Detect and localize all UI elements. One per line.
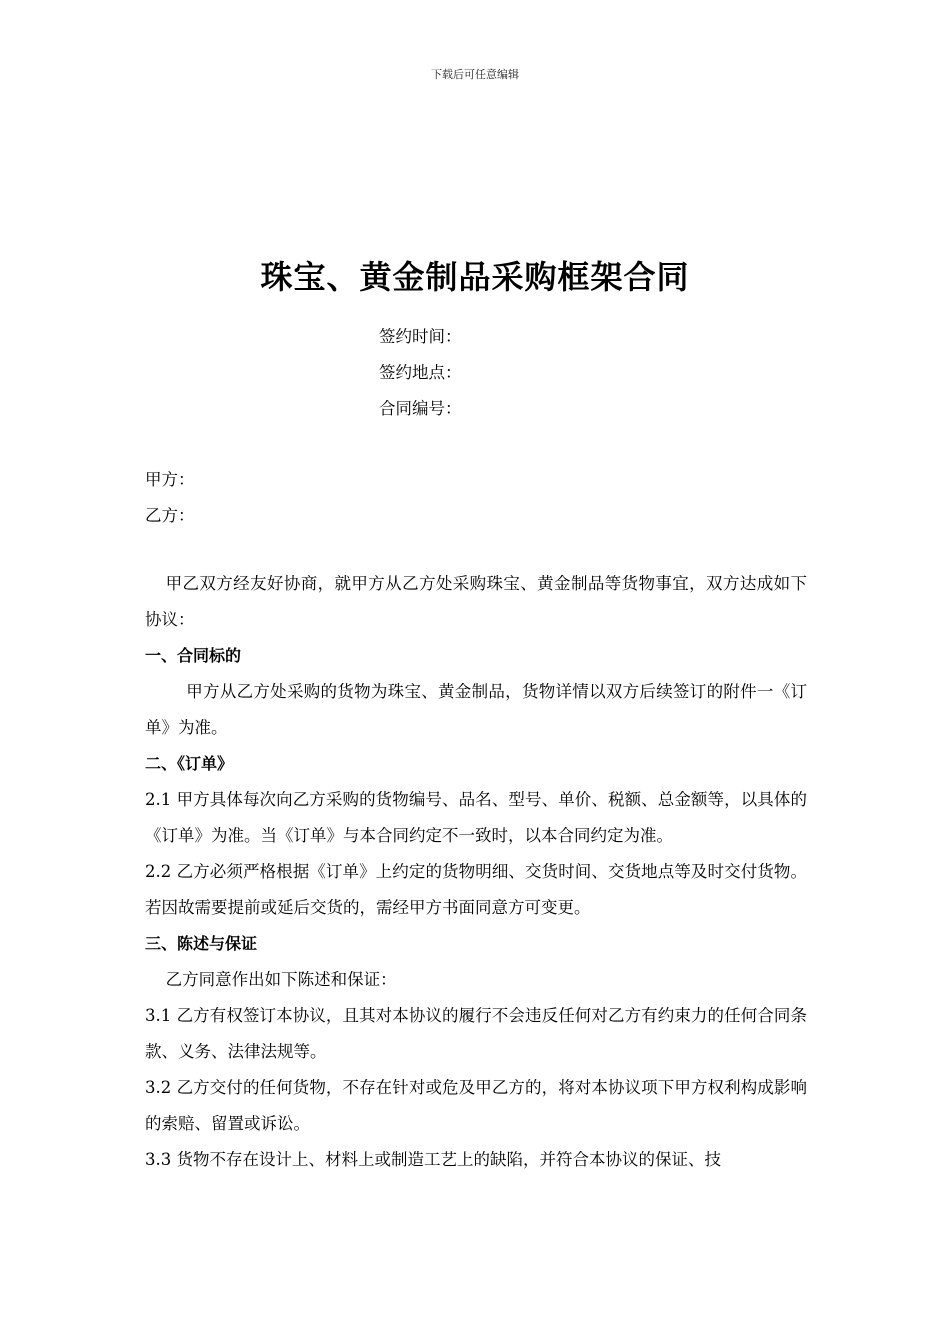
- section-paragraph: 甲方从乙方处采购的货物为珠宝、黄金制品，货物详情以双方后续签订的附件一《订单》为准。: [145, 682, 807, 737]
- contract-number-label: 合同编号：: [379, 399, 462, 418]
- header-note: 下载后可任意编辑: [431, 68, 519, 81]
- clause-2-1: 2.1 甲方具体每次向乙方采购的货物编号、品名、型号、单价、税额、总金额等，以具体的《订单》为准。当《订单》与本合同约定不一致时，以本合同约定为准。: [145, 790, 807, 845]
- signing-time-label: 签约时间：: [379, 327, 462, 346]
- clause-3-1: 3.1 乙方有权签订本协议，且其对本协议的履行不会违反任何对乙方有约束力的任何合同条款、义务、法律法规等。: [145, 1006, 807, 1061]
- intro-paragraph: 甲乙双方经友好协商，就甲方从乙方处采购珠宝、黄金制品等货物事宜，双方达成如下协议：: [145, 574, 807, 629]
- section-heading-warranty: 三、陈述与保证: [145, 934, 258, 953]
- party-a-label: 甲方：: [145, 470, 195, 489]
- clause-2-2: 2.2 乙方必须严格根据《订单》上约定的货物明细、交货时间、交货地点等及时交付货物。若因故需要提前或延后交货的，需经甲方书面同意方可变更。: [145, 862, 807, 917]
- section-heading-order: 二、《订单》: [145, 754, 234, 773]
- warranty-intro: 乙方同意作出如下陈述和保证：: [165, 970, 397, 989]
- clause-3-3: 3.3 货物不存在设计上、材料上或制造工艺上的缺陷，并符合本协议的保证、技: [145, 1150, 721, 1169]
- clause-3-2: 3.2 乙方交付的任何货物，不存在针对或危及甲乙方的，将对本协议项下甲方权利构成影响的索赔、留置或诉讼。: [145, 1078, 807, 1133]
- party-b-label: 乙方：: [145, 506, 195, 525]
- contract-body: [145, 566, 807, 1178]
- section-heading-subject: 一、合同标的: [145, 646, 242, 665]
- signing-place-label: 签约地点：: [379, 363, 462, 382]
- document-title: 珠宝、黄金制品采购框架合同: [260, 258, 690, 296]
